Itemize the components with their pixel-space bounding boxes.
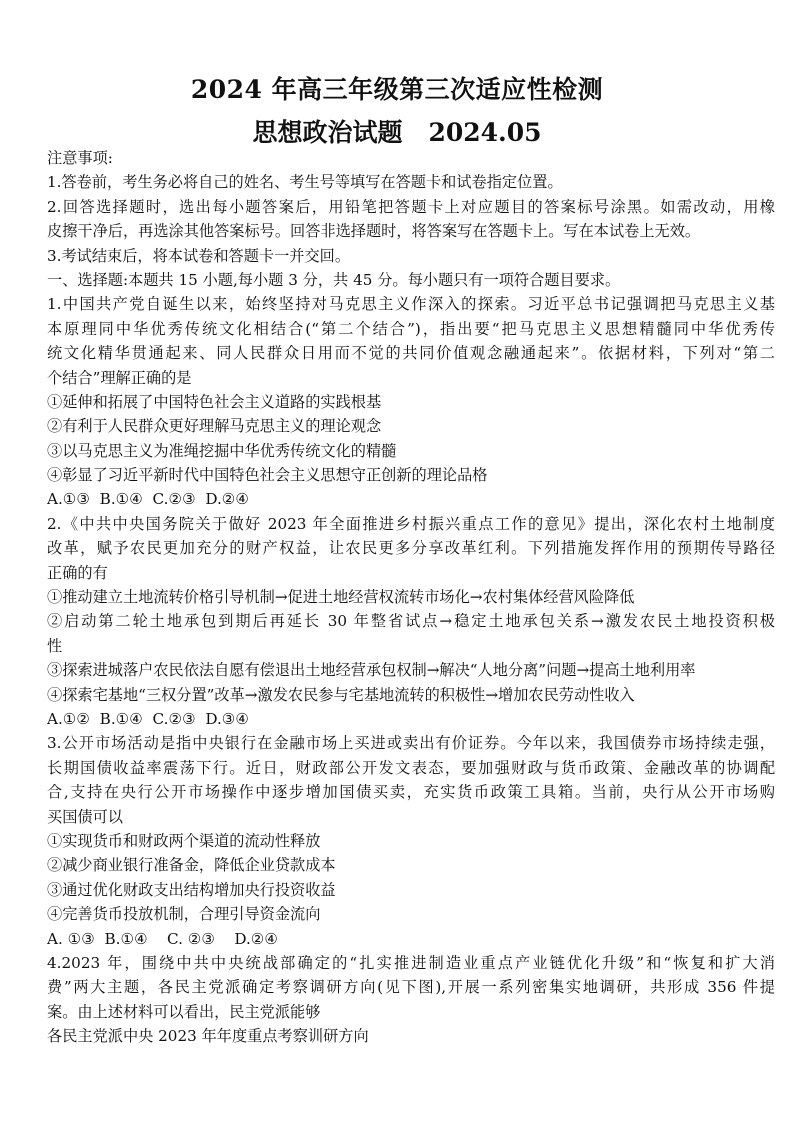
- q1-options: A.①③ B.①④ C.②③ D.②④: [47, 490, 250, 509]
- note-item: 2.回答选择题时，选出每小题答案后，用铅笔把答题卡上对应题目的答案标号涂黑。如需改动，用橡: [47, 197, 775, 216]
- q2-stem-line: 改革，赋予农民更加充分的财产权益，让农民更多分享改革红利。下列措施发挥作用的预期传导路径: [47, 539, 775, 558]
- q1-item: ②有利于人民群众更好理解马克思主义的理论观念: [47, 417, 382, 436]
- q1-item: ①延伸和拓展了中国特色社会主义道路的实践根基: [47, 392, 382, 411]
- q3-item: ③通过优化财政支出结构增加央行投资收益: [47, 880, 336, 899]
- q3-item: ①实现货币和财政两个渠道的流动性释放: [47, 831, 321, 850]
- q1-stem-line: 个结合”理解正确的是: [47, 368, 192, 387]
- exam-title: 2024 年高三年级第三次适应性检测: [190, 75, 604, 104]
- q4-stem-line: 费”两大主题，各民主党派确定考察调研方向(见下图),开展一系列密集实地调研，共形成 356 件提: [47, 978, 775, 997]
- q1-item: ④彰显了习近平新时代中国特色社会主义思想守正创新的理论品格: [47, 466, 488, 485]
- q2-options: A.①② B.①④ C.②③ D.③④: [47, 709, 250, 728]
- exam-date: 2024.05: [428, 118, 542, 147]
- q3-stem-line: 合,支持在央行公开市场操作中逐步增加国债买卖，充实货币政策工具箱。当前，央行从公开市场购: [47, 783, 775, 802]
- exam-body: [47, 146, 775, 1048]
- q2-item: 性: [47, 636, 63, 655]
- q3-item: ②减少商业银行准备金，降低企业贷款成本: [47, 856, 336, 875]
- q2-item: ①推动建立土地流转价格引导机制→促进土地经营权流转市场化→农村集体经营风险降低: [47, 588, 635, 607]
- note-item: 3.考试结束后，将本试卷和答题卡一并交回。: [47, 246, 351, 265]
- q3-stem-line: 长期国债收益率震荡下行。近日，财政部公开发文表态，要加强财政与货币政策、金融改革的协调配: [47, 758, 775, 777]
- q3-options: A. ①③ B.①④ C. ②③ D.②④: [47, 929, 279, 948]
- q4-figure-caption: 各民主党派中央 2023 年年度重点考察训研方向: [47, 1027, 369, 1046]
- q1-item: ③以马克思主义为准绳挖掘中华优秀传统文化的精髓: [47, 441, 397, 460]
- q2-item: ④探索宅基地“三权分置”改革→激发农民参与宅基地流转的积极性→增加农民劳动性收入: [47, 685, 635, 704]
- q2-item: ②启动第二轮土地承包到期后再延长 30 年整省试点→稳定土地承包关系→激发农民土地投资积极: [47, 612, 775, 631]
- q2-stem-line: 正确的有: [47, 563, 108, 582]
- q3-stem-line: 买国债可以: [47, 807, 123, 826]
- q1-stem-line: 1.中国共产党自诞生以来，始终坚持对马克思主义作深入的探索。习近平总书记强调把马克思主义基: [47, 295, 775, 314]
- note-item: 1.答卷前，考生务必将自己的姓名、考生号等填写在答题卡和试卷指定位置。: [47, 173, 563, 192]
- q2-item: ③探索进城落户农民依法自愿有偿退出土地经营承包权制→解决“人地分离”问题→提高土地利用率: [47, 661, 696, 680]
- q3-item: ④完善货币投放机制，合理引导资金流向: [47, 905, 321, 924]
- q1-stem-line: 统文化精华贯通起来、同人民群众日用而不觉的共同价值观念融通起来”。依据材料，下列对“第二: [47, 344, 775, 363]
- q4-stem-line: 案。由上述材料可以看出，民主党派能够: [47, 1002, 321, 1021]
- section-heading: 一、选择题:本题共 15 小题,每小题 3 分，共 45 分。每小题只有一项符合题目要求。: [47, 270, 621, 289]
- note-item: 皮擦干净后，再选涂其他答案标号。回答非选择题时，将答案写在答题卡上。写在本试卷上无效。: [47, 222, 701, 241]
- exam-subject: 思想政治试题: [252, 118, 403, 147]
- q1-stem-line: 本原理同中华优秀传统文化相结合(“第二个结合”)，指出要“把马克思主义思想精髓同中华优秀传: [47, 319, 775, 338]
- q4-stem-line: 4.2023 年，围绕中共中央统战部确定的“扎实推进制造业重点产业链优化升级”和“恢复和扩大消: [47, 953, 775, 972]
- q2-stem-line: 2.《中共中央国务院关于做好 2023 年全面推进乡村振兴重点工作的意见》提出，深化农村土地制度: [47, 514, 775, 533]
- q3-stem-line: 3.公开市场活动是指中央银行在金融市场上买进或卖出有价证券。今年以来，我国债券市场持续走强，: [47, 734, 775, 753]
- notes-heading: 注意事项:: [47, 149, 113, 167]
- exam-subtitle-row: [0, 113, 794, 149]
